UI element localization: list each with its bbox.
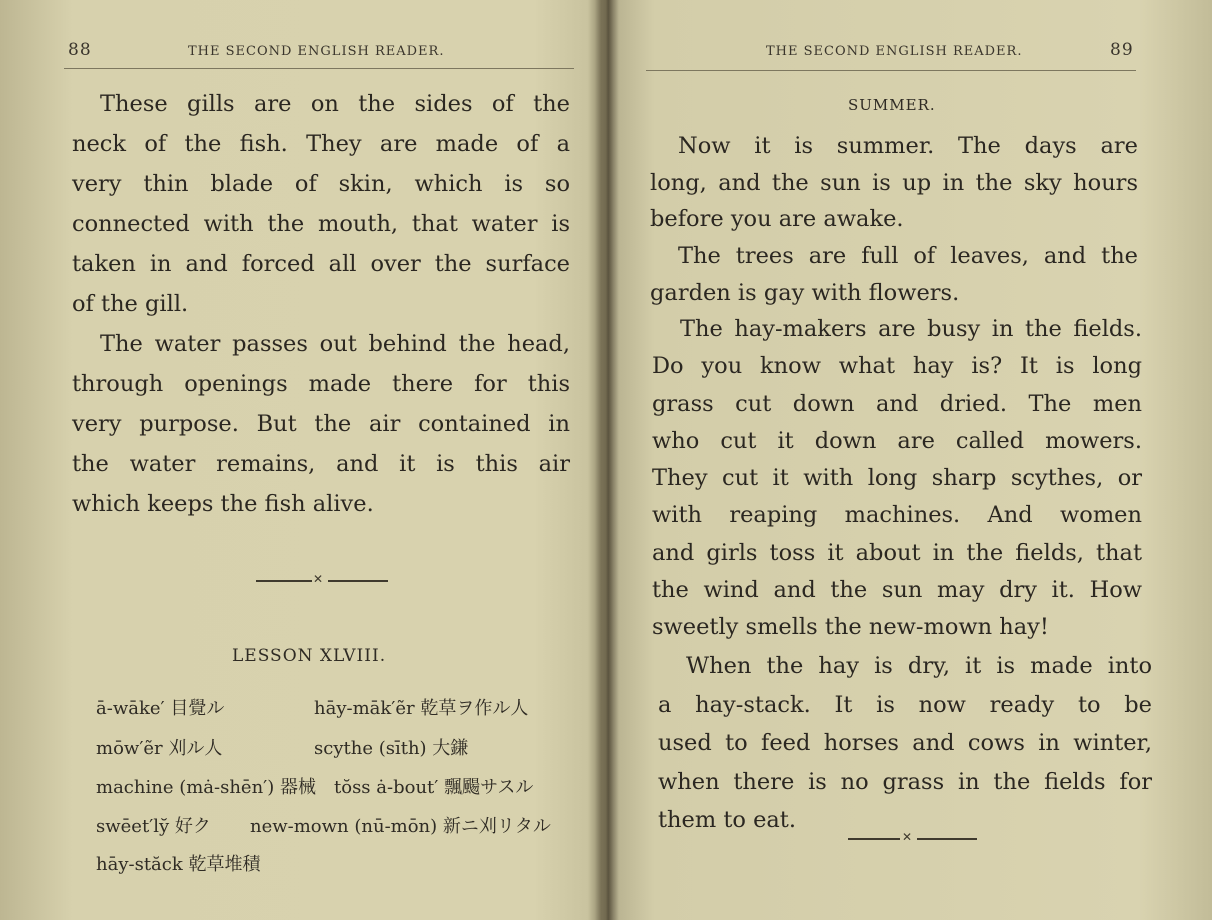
text-line: before you are awake. [650, 206, 904, 232]
vocab-entry: machine (mȧ-shēn′) 器械 [96, 777, 317, 798]
paragraph [658, 647, 1152, 840]
header-rule [64, 68, 574, 69]
ornament-line-right [917, 838, 977, 840]
text-line: These gills are on the sides of the [100, 91, 570, 117]
text-line: of the gill. [72, 291, 189, 317]
paragraph [72, 324, 570, 524]
paragraph [650, 128, 1138, 238]
text-line: The trees are full of leaves, and the [678, 243, 1138, 269]
text-line: long, and the sun is up in the sky hours [650, 169, 1138, 196]
left-page [0, 0, 600, 920]
right-header [612, 42, 1212, 66]
text-line: The water passes out behind the head, [100, 331, 570, 357]
vocab-entry: tŏss ȧ-bout′ 飄颺サスル [334, 777, 534, 798]
paragraph [72, 84, 570, 324]
ornament-line-right [328, 580, 388, 582]
section-title: SUMMER. [848, 96, 936, 114]
paragraph [650, 238, 1138, 311]
text-line: them to eat. [658, 807, 796, 833]
text-line: which keeps the fish alive. [72, 491, 374, 517]
vocab-entry: ā-wāke′ 目覺ル [96, 698, 225, 719]
text-line: The hay-makers are busy in the fields. [680, 316, 1142, 342]
vocab-entry: hāy-stăck 乾草堆積 [96, 854, 261, 875]
page-number: 89 [1110, 40, 1134, 60]
text-line: When the hay is dry, it is made into [686, 653, 1152, 679]
text-line: a hay-stack. It is now ready to be [658, 691, 1152, 718]
text-line: very purpose. But the air contained in [72, 411, 570, 437]
vocab-entry: new-mown (nū-mōn) 新ニ刈リタル [250, 816, 551, 837]
left-header [0, 42, 600, 66]
ornament-mark: ✕ [902, 830, 913, 844]
ornament-line-left [256, 580, 312, 582]
paragraph [652, 311, 1142, 647]
right-page [612, 0, 1212, 920]
ornament-mark: ✕ [313, 572, 324, 586]
text-line: garden is gay with flowers. [650, 279, 960, 306]
vocab-entry: mōw′ẽr 刈ル人 [96, 738, 223, 759]
text-line: and girls toss it about in the fields, that [652, 539, 1142, 566]
page-number: 88 [68, 40, 92, 60]
text-line: through openings made there for this [72, 371, 570, 397]
text-line: Now it is summer. The days are [678, 133, 1138, 159]
text-line: who cut it down are called mowers. [652, 427, 1142, 454]
header-rule [646, 70, 1136, 71]
text-line: grass cut down and dried. The men [652, 390, 1142, 417]
lesson-title: LESSON XLVIII. [232, 646, 387, 666]
running-head: THE SECOND ENGLISH READER. [188, 44, 445, 59]
text-line: when there is no grass in the fields for [658, 768, 1152, 795]
text-line: connected with the mouth, that water is [72, 211, 570, 237]
ornament-line-left [848, 838, 900, 840]
running-head: THE SECOND ENGLISH READER. [766, 44, 1023, 59]
text-line: neck of the fish. They are made of a [72, 131, 570, 157]
text-line: Do you know what hay is? It is long [652, 353, 1142, 380]
text-line: with reaping machines. And women [652, 502, 1142, 529]
vocab-entry: hāy-māk′ẽr 乾草ヲ作ル人 [314, 698, 529, 719]
text-line: taken in and forced all over the surface [72, 251, 570, 277]
vocab-entry: swēet′ly̆ 好ク [96, 816, 211, 837]
text-line: sweetly smells the new-mown hay! [652, 614, 1049, 641]
text-line: the wind and the sun may dry it. How [652, 577, 1142, 604]
vocab-entry: scythe (sīth) 大鎌 [314, 738, 469, 759]
text-line: very thin blade of skin, which is so [72, 171, 570, 197]
text-line: used to feed horses and cows in winter, [658, 730, 1152, 756]
text-line: the water remains, and it is this air [72, 451, 570, 477]
text-line: They cut it with long sharp scythes, or [652, 465, 1142, 492]
